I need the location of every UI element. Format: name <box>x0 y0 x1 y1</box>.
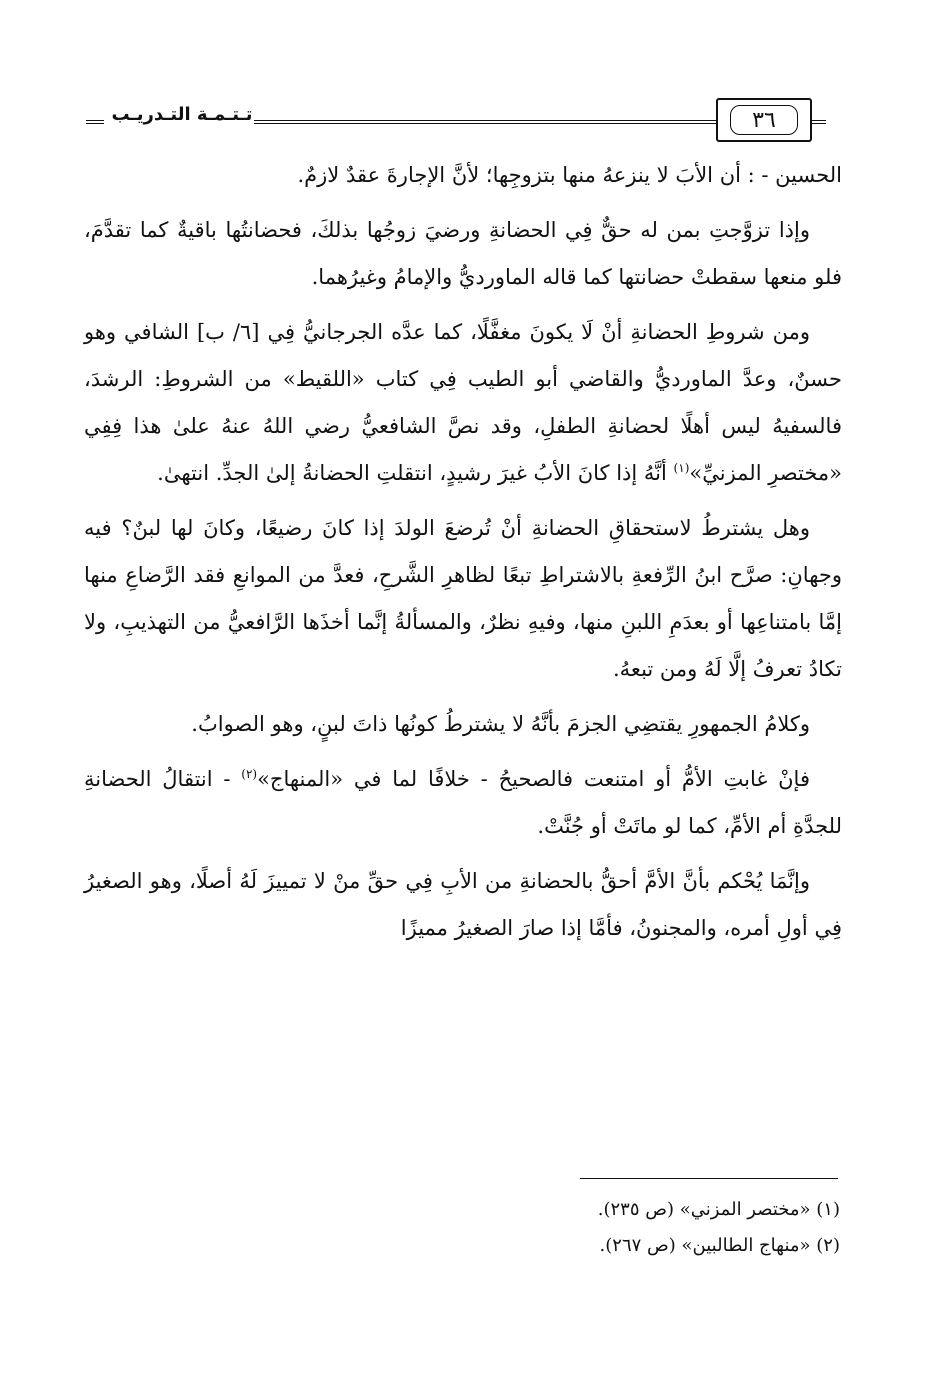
footnote: (٢) «منهاج الطالبين» (ص ٢٦٧). <box>599 1235 840 1256</box>
footnote-separator <box>580 1178 838 1179</box>
page-number-frame <box>716 98 812 142</box>
paragraph-text: ومن شروطِ الحضانةِ أنْ لَا يكونَ مغفَّلًا، كما عدَّه الجرجانيُّ فِي [٦/ ب] الشافي وهو حسنٌ، وعدَّ الماورديُّ والقاضي أبو الطيب فِي كتاب «اللقيط» من الشروطِ: الرشدَ، فالسفيهُ ليس أهلًا لحضانةِ الطفلِ، وقد نصَّ الشافعيُّ رضي اللهُ عنهُ علىٰ هذا فِفِي «مختصرِ المزنيِّ» <box>84 320 842 485</box>
running-header <box>86 98 838 144</box>
paragraph: وكلامُ الجمهورِ يقتضِي الجزمَ بأنَّهُ لا يشترطُ كونُها ذاتَ لبنٍ، وهو الصوابُ. <box>191 712 810 736</box>
paragraph-text: - انتقالُ الحضانةِ للجدَّةِ أم الأمِّ، كما لو ماتَتْ أو جُنَّتْ. <box>84 767 842 838</box>
footnote: (١) «مختصر المزني» (ص ٢٣٥). <box>597 1199 840 1220</box>
main-text <box>84 152 842 960</box>
paragraph: الحسين - : أن الأبَ لا ينزعهُ منها بتزوجِها؛ لأنَّ الإجارةَ عقدٌ لازمٌ. <box>297 163 842 187</box>
footnote-marker[interactable]: (٢) <box>241 767 258 781</box>
running-title: تـتـمـة التـدريـب <box>111 104 253 125</box>
paragraph-with-footnote <box>84 309 842 497</box>
footnote-marker[interactable]: (١) <box>673 461 690 475</box>
header-rule-end <box>86 120 104 124</box>
footnotes <box>300 1192 840 1264</box>
paragraph-text: أنَّهُ إذا كانَ الأبُ غيرَ رشيدٍ، انتقلتِ الحضانةُ إلىٰ الجدِّ. انتهىٰ. <box>157 461 674 485</box>
paragraph: وإنَّمَا يُحْكم بأنَّ الأمَّ أحقُّ بالحضانةِ من الأبِ فِي حقِّ منْ لا تمييزَ لَهُ أصلًا، وهو الصغيرُ فِي أولِ أمره، والمجنونُ، فأمَّا إذا صارَ الصغيرُ مميزًا <box>84 869 842 940</box>
paragraph: وهل يشترطُ لاستحقاقِ الحضانةِ أنْ تُرضعَ الولدَ إذا كانَ رضيعًا، وكانَ لها لبنٌ؟ فيه وجهانِ: صرَّح ابنُ الرِّفعةِ بالاشتراطِ تبعًا لظاهرِ الشَّرحِ، فعدَّ من الموانعِ فقد الرَّضاعِ منها إمَّا بامتناعِها أو بعدَمِ اللبنِ منها، وفيهِ نظرٌ، والمسألةُ إنَّما أخذَها الرَّافعيُّ من التهذيبِ، ولا تكادُ تعرفُ إلَّا لَهُ ومن تبعهُ. <box>84 516 842 681</box>
paragraph: وإذا تزوَّجتِ بمن له حقٌّ فِي الحضانةِ ورضيَ زوجُها بذلكَ، فحضانتُها باقيةٌ كما تقدَّمَ، فلو منعها سقطتْ حضانتها كما قاله الماورديُّ والإمامُ وغيرُهما. <box>84 218 842 289</box>
paragraph-with-footnote <box>84 756 842 850</box>
paragraph-text: فإنْ غابتِ الأمُّ أو امتنعت فالصحيحُ - خلافًا لما في «المنهاج» <box>257 767 810 791</box>
header-rule-stub <box>812 120 826 124</box>
page-number: ٣٦ <box>730 105 798 135</box>
